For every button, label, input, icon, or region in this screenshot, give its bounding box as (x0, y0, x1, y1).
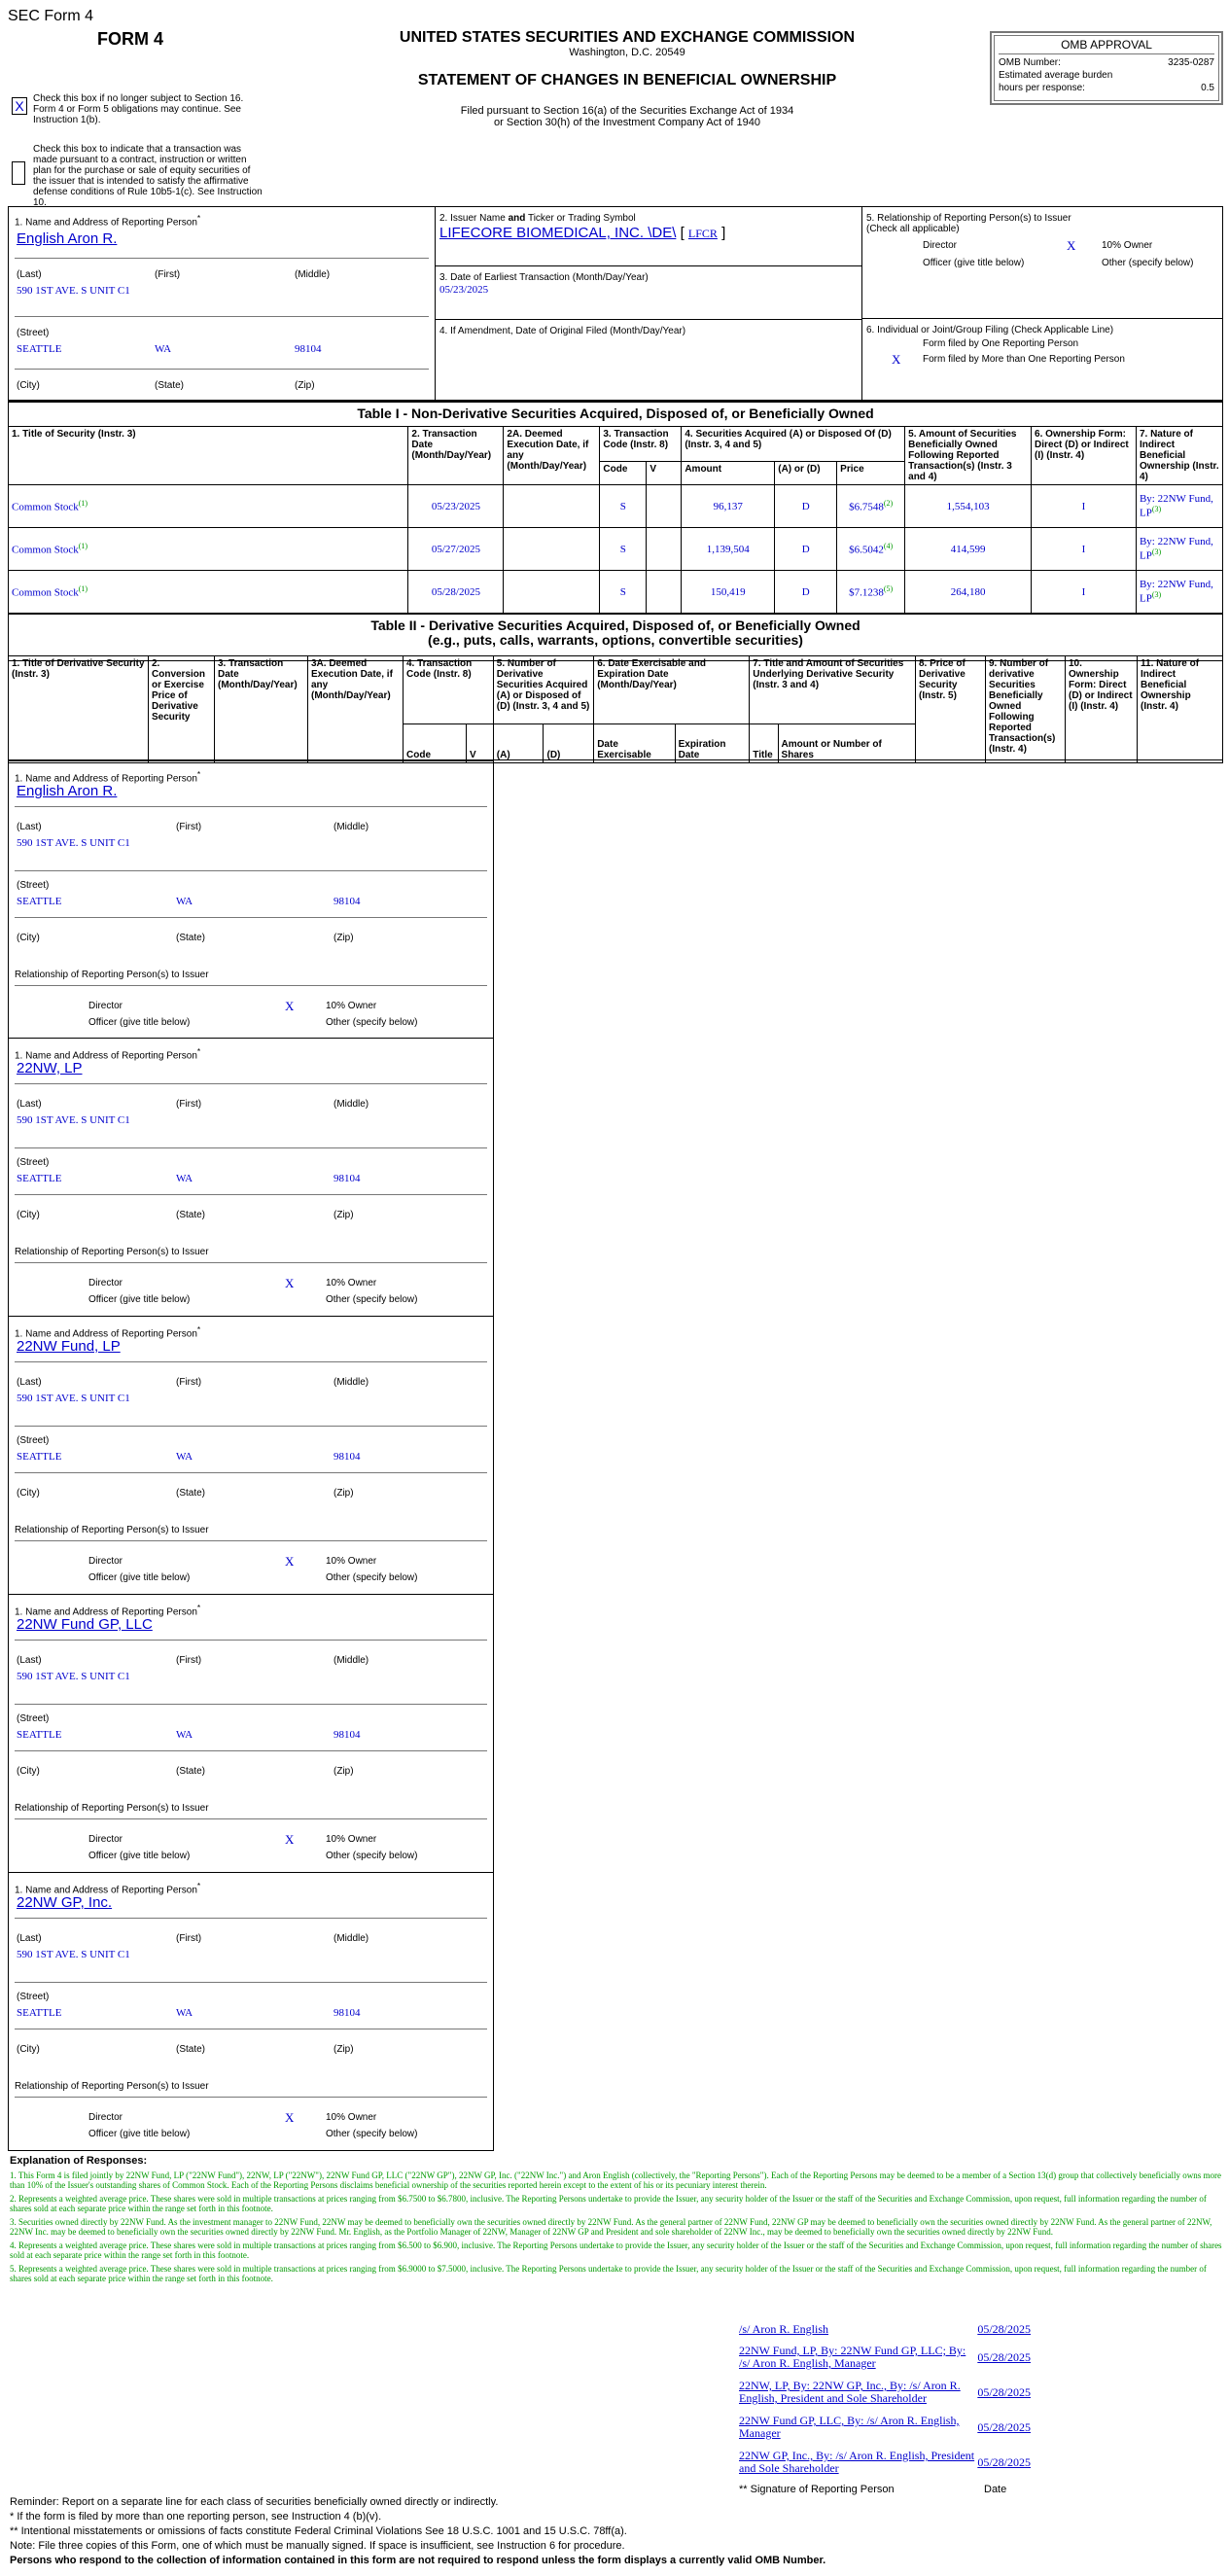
box5-sub: (Check all applicable) (866, 224, 960, 234)
rp-street: 590 1ST AVE. S UNIT C1 (17, 1949, 130, 1960)
rp-director: Director (88, 1556, 123, 1567)
table-row (9, 528, 1223, 571)
t1-h-title: 1. Title of Security (Instr. 3) (9, 427, 408, 485)
explanation-section (10, 2155, 1225, 2283)
t1-h-price: Price (837, 462, 905, 485)
t1-h-amount: Amount (682, 462, 775, 485)
rp-star: * (196, 1046, 201, 1056)
explanation-title: Explanation of Responses: (10, 2155, 148, 2167)
rp-first-label: (First) (176, 1099, 202, 1110)
box5-other: Other (specify below) (1102, 258, 1194, 268)
rp-city-label: (City) (17, 1488, 40, 1499)
signature-row (739, 2445, 1031, 2480)
rp-director: Director (88, 1278, 123, 1288)
signature-label: ** Signature of Reporting Person (739, 2484, 895, 2495)
t1-r2-deemed (504, 571, 600, 614)
t2-h-form: 10. Ownership Form: Direct (D) or Indirect (I) (Instr. 4) (1066, 656, 1138, 763)
rp-state: WA (176, 2007, 193, 2019)
rp-star: * (196, 1603, 201, 1612)
rp-owner-mark[interactable]: X (285, 2110, 295, 2125)
t1-h-deemed: 2A. Deemed Execution Date, if any (Month/Day/Year) (504, 427, 600, 485)
rp-street-label: (Street) (17, 1992, 50, 2002)
box6-filing (861, 318, 1223, 401)
box1-last-label: (Last) (17, 269, 42, 280)
rp-zip-label: (Zip) (334, 2044, 354, 2055)
box1-street-label: (Street) (17, 328, 50, 338)
rp-owner-mark[interactable]: X (285, 999, 295, 1013)
box6-more: Form filed by More than One Reporting Person (923, 354, 1125, 365)
t2-h-price: 8. Price of Derivative Security (Instr. 5) (916, 656, 986, 763)
omb-burden-label: Estimated average burden (999, 70, 1113, 81)
t2-h-date-ex: Date Exercisable (594, 724, 675, 763)
rp-state: WA (176, 1173, 193, 1184)
t1-r0-ad: D (775, 485, 837, 528)
rp-middle-label: (Middle) (334, 1099, 369, 1110)
rp-street: 590 1ST AVE. S UNIT C1 (17, 1393, 130, 1404)
rp-owner-mark[interactable]: X (285, 1554, 295, 1569)
rp-star: * (196, 769, 201, 779)
rp-relationship-label: Relationship of Reporting Person(s) to Issuer (15, 2081, 209, 2092)
rp-label: 1. Name and Address of Reporting Person (15, 773, 197, 785)
rp-street-label: (Street) (17, 1713, 50, 1724)
t2-h-underlying-amount: Amount or Number of Shares (778, 724, 915, 763)
rp-officer: Officer (give title below) (88, 2129, 191, 2139)
rp-zip: 98104 (334, 896, 361, 907)
rp-state: WA (176, 1451, 193, 1463)
rp-middle-label: (Middle) (334, 1655, 369, 1666)
t1-r0-nature-fn: (3) (1151, 505, 1162, 514)
rp-relationship-label: Relationship of Reporting Person(s) to Issuer (15, 970, 209, 980)
t1-h-owned: 5. Amount of Securities Beneficially Owned Following Reported Transaction(s) (Instr. 3 and 4) (905, 427, 1032, 485)
omb-number-label: OMB Number: (999, 57, 1061, 68)
t1-r2-form: I (1032, 571, 1137, 614)
t1-r0-title-fn: (1) (78, 499, 88, 509)
t2-h-nature: 11. Nature of Indirect Beneficial Ownership (Instr. 4) (1138, 656, 1223, 763)
t2-h-underlying: 7. Title and Amount of Securities Underlying Derivative Security (Instr. 3 and 4) (750, 656, 916, 724)
table1 (8, 426, 1223, 614)
rp-director: Director (88, 1001, 123, 1011)
box2-issuer (435, 206, 862, 266)
rp-other: Other (specify below) (326, 1294, 418, 1305)
footnote-4: 4. Represents a weighted average price. These shares were sold in multiple transactions at prices ranging from $6.500 to $6.900, inclusive. The Reporting Persons undertake to provide the Issuer, any security holder of the Issuer or the staff of the Securities and Exchange Commission, upon request, full information regarding the number of shares sold at each separate price within the range set forth in this footnote. (10, 2241, 1222, 2260)
rp-director: Director (88, 2112, 123, 2123)
box1-state: WA (155, 343, 172, 355)
rp-street: 590 1ST AVE. S UNIT C1 (17, 1671, 130, 1682)
rp-relationship-label: Relationship of Reporting Person(s) to Issuer (15, 1803, 209, 1814)
rp-first-label: (First) (176, 1655, 202, 1666)
rp-relationship-label: Relationship of Reporting Person(s) to Issuer (15, 1247, 209, 1257)
box6-label: 6. Individual or Joint/Group Filing (Check Applicable Line) (866, 325, 1114, 335)
rp-relationship-label: Relationship of Reporting Person(s) to Issuer (15, 1525, 209, 1535)
t1-r2-title-fn: (1) (78, 584, 88, 594)
signature-date-0: 05/28/2025 (977, 2321, 1031, 2336)
box5-director: Director (923, 240, 958, 251)
rp-zip-label: (Zip) (334, 1488, 354, 1499)
rp-owner: 10% Owner (326, 1001, 377, 1011)
rp-other: Other (specify below) (326, 1017, 418, 1028)
t2-h-owned: 9. Number of derivative Securities Beneficially Owned Following Reported Transaction(s) (Instr. 4) (986, 656, 1066, 763)
omb-number: 3235-0287 (1168, 57, 1214, 68)
rp-last-label: (Last) (17, 1099, 42, 1110)
section16-checkbox[interactable]: X (12, 97, 27, 115)
signatures (739, 2318, 1031, 2495)
t1-r1-owned: 414,599 (905, 528, 1032, 571)
t1-h-nature: 7. Nature of Indirect Beneficial Ownership (Instr. 4) (1136, 427, 1222, 485)
t1-h-code-code: Code (600, 462, 647, 485)
rp-state-label: (State) (176, 933, 206, 943)
t1-r2-v (647, 571, 682, 614)
signature-date-label: Date (984, 2484, 1007, 2495)
footnote-3: 3. Securities owned directly by 22NW Fund. As the investment manager to 22NW Fund, 22NW may be deemed to beneficially own the securities owned directly by 22NW Fund. As the general partner of 22NW Fund, 22NW GP may be deemed to beneficially own the securities owned directly by 22NW Fund. As the general partner of 22NW, 22NW Inc. may be deemed to beneficially own the securities owned directly by 22NW Fund. Mr. English, as the Portfolio Manager of 22NW, Manager of 22NW GP and President and sole shareholder of 22NW Inc., may be deemed to beneficially own the securities owned directly by 22NW Fund. (10, 2217, 1212, 2237)
rp-city-label: (City) (17, 2044, 40, 2055)
box4-label: 4. If Amendment, Date of Original Filed (Month/Day/Year) (439, 326, 686, 336)
rp-street: 590 1ST AVE. S UNIT C1 (17, 1114, 130, 1126)
t1-r1-form: I (1032, 528, 1137, 571)
rp-officer: Officer (give title below) (88, 1017, 191, 1028)
t1-r2-owned: 264,180 (905, 571, 1032, 614)
agency-city: Washington, D.C. 20549 (569, 47, 685, 58)
rp-zip: 98104 (334, 2007, 361, 2019)
rp-label: 1. Name and Address of Reporting Person (15, 1328, 197, 1340)
signature-date-3: 05/28/2025 (977, 2419, 1031, 2434)
rp-label: 1. Name and Address of Reporting Person (15, 1885, 197, 1896)
table-row (9, 571, 1223, 614)
omb-approval-box (990, 31, 1223, 105)
t1-r0-price: $6.7548 (849, 501, 884, 513)
rp-other: Other (specify below) (326, 1851, 418, 1861)
t1-r0-v (647, 485, 682, 528)
t1-r0-price-fn: (2) (883, 499, 894, 509)
rp-zip-label: (Zip) (334, 1766, 354, 1777)
box1-zip: 98104 (295, 343, 322, 355)
box5-officer: Officer (give title below) (923, 258, 1025, 268)
box2-label-b: Ticker or Trading Symbol (525, 213, 636, 224)
rp-street-label: (Street) (17, 1435, 50, 1446)
signature-3: 22NW Fund GP, LLC, By: /s/ Aron R. English, Manager (739, 2414, 960, 2440)
t1-r2-date: 05/28/2025 (408, 571, 504, 614)
issuer-name-link[interactable]: LIFECORE BIOMEDICAL, INC. \DE\ (439, 225, 677, 241)
t1-h-code-v: V (647, 462, 682, 485)
box2-label-and: and (508, 213, 526, 224)
rp-last-label: (Last) (17, 1655, 42, 1666)
box1-middle-label: (Middle) (295, 269, 331, 280)
rp-owner: 10% Owner (326, 2112, 377, 2123)
box1-zip-label: (Zip) (295, 380, 315, 391)
t1-r1-deemed (504, 528, 600, 571)
t1-r1-date: 05/27/2025 (408, 528, 504, 571)
t1-r1-title: Common Stock (12, 544, 79, 556)
t1-r0-deemed (504, 485, 600, 528)
rule10b5-checkbox[interactable] (12, 161, 25, 185)
footnote-5: 5. Represents a weighted average price. These shares were sold in multiple transactions at prices ranging from $6.9000 to $7.5000, inclusive. The Reporting Persons undertake to provide the Issuer, any security holder of the Issuer or the staff of the Securities and Exchange Commission, upon request, full information regarding the number of shares sold at each separate price within the range set forth in this footnote. (10, 2264, 1207, 2283)
t1-r0-code: S (600, 485, 647, 528)
box1-reporting-person (8, 206, 436, 401)
box5-owner-mark[interactable]: X (1067, 238, 1076, 253)
rp-state-label: (State) (176, 1488, 206, 1499)
table1-caption: Table I - Non-Derivative Securities Acquired, Disposed of, or Beneficially Owned (357, 406, 874, 421)
t1-r2-ad: D (775, 571, 837, 614)
t1-r0-amount: 96,137 (682, 485, 775, 528)
rp-city: SEATTLE (17, 1173, 62, 1184)
t1-r0-nature: By: 22NW Fund, LP (1139, 493, 1213, 519)
box1-star: * (196, 213, 201, 223)
t2-h-exercisable: 6. Date Exercisable and Expiration Date (Month/Day/Year) (594, 656, 750, 724)
t1-r1-price-fn: (4) (883, 542, 894, 551)
box5-label: 5. Relationship of Reporting Person(s) to Issuer (866, 213, 1071, 224)
doc-title: SEC Form 4 (8, 8, 94, 24)
box1-first-label: (First) (155, 269, 181, 280)
rule10b5-text: Check this box to indicate that a transaction was made pursuant to a contract, instruction or written plan for the purchase or sale of equity securities of the issuer that is intended to satisfy the affirmative defense conditions of Rule 10b5-1(c). See Instruction 10. (33, 144, 263, 208)
rp-city: SEATTLE (17, 896, 62, 907)
t1-r2-nature-fn: (3) (1151, 590, 1162, 600)
t1-r1-nature: By: 22NW Fund, LP (1139, 536, 1213, 562)
t1-r2-amount: 150,419 (682, 571, 775, 614)
omb-hours-label: hours per response: (999, 83, 1085, 93)
rp-owner-mark[interactable]: X (285, 1832, 295, 1847)
t1-h-acquired: 4. Securities Acquired (A) or Disposed Of (D) (Instr. 3, 4 and 5) (682, 427, 905, 462)
rp-first-label: (First) (176, 1377, 202, 1388)
t1-r1-price: $6.5042 (849, 544, 884, 556)
rp-name-link[interactable]: 22NW GP, Inc. (17, 1894, 113, 1911)
table2-caption-2: (e.g., puts, calls, warrants, options, convertible securities) (428, 632, 803, 648)
rp-zip: 98104 (334, 1729, 361, 1741)
t1-r1-amount: 1,139,504 (682, 528, 775, 571)
ticker-bracket-open: [ (680, 225, 685, 241)
box1-label: 1. Name and Address of Reporting Person (15, 217, 197, 229)
footer-omb-notice: Persons who respond to the collection of information contained in this form are not required to respond unless the form displays a currently valid OMB Number. (10, 2555, 826, 2566)
box3-label: 3. Date of Earliest Transaction (Month/Day/Year) (439, 272, 649, 283)
ticker-bracket-close: ] (721, 225, 726, 241)
box1-city-label: (City) (17, 380, 40, 391)
t2-h-code-v: V (466, 724, 493, 763)
reporting-person-box (8, 1317, 494, 1595)
signature-row (739, 2375, 1031, 2410)
t1-r2-price: $7.1238 (849, 586, 884, 599)
rp-city-label: (City) (17, 1766, 40, 1777)
rp-label: 1. Name and Address of Reporting Person (15, 1050, 197, 1062)
box3-value: 05/23/2025 (439, 284, 489, 296)
rp-last-label: (Last) (17, 822, 42, 832)
rp-middle-label: (Middle) (334, 822, 369, 832)
signature-row (739, 2318, 1031, 2340)
t2-h-underlying-title: Title (750, 724, 778, 763)
table-row (9, 485, 1223, 528)
t1-h-date: 2. Transaction Date (Month/Day/Year) (408, 427, 504, 485)
rp-star: * (196, 1881, 201, 1890)
footer-note-2: ** Intentional misstatements or omissions of facts constitute Federal Criminal Violations See 18 U.S.C. 1001 and 15 U.S.C. 78ff(a). (10, 2525, 627, 2537)
t1-r2-title: Common Stock (12, 586, 79, 599)
footer (10, 2495, 1215, 2568)
rp-other: Other (specify below) (326, 1572, 418, 1583)
footer-note-1: * If the form is filed by more than one reporting person, see Instruction 4 (b)(v). (10, 2511, 382, 2523)
rp-officer: Officer (give title below) (88, 1294, 191, 1305)
t2-h-code-code: Code (404, 724, 467, 763)
signature-1: 22NW Fund, LP, By: 22NW Fund GP, LLC; By: /s/ Aron R. English, Manager (739, 2344, 966, 2370)
t2-h-a: (A) (493, 724, 544, 763)
signature-date-2: 05/28/2025 (977, 2384, 1031, 2399)
form-label: FORM 4 (97, 29, 164, 49)
rp-city: SEATTLE (17, 2007, 62, 2019)
signature-0: /s/ Aron R. English (739, 2321, 829, 2336)
rp-name-link[interactable]: 22NW, LP (17, 1060, 83, 1076)
t2-h-conversion: 2. Conversion or Exercise Price of Derivative Security (149, 656, 215, 763)
signature-2: 22NW, LP, By: 22NW GP, Inc., By: /s/ Aron R. English, President and Sole Shareholder (739, 2379, 961, 2405)
footer-reminder: Reminder: Report on a separate line for each class of securities beneficially owned directly or indirectly. (10, 2496, 499, 2508)
t2-h-title: 1. Title of Derivative Security (Instr. 3) (9, 656, 149, 763)
t2-h-code: 4. Transaction Code (Instr. 8) (404, 656, 494, 724)
box3-earliest-date (435, 265, 862, 320)
rp-city: SEATTLE (17, 1451, 62, 1463)
t1-r1-title-fn: (1) (78, 542, 88, 551)
signature-date-1: 05/28/2025 (977, 2349, 1031, 2364)
t2-h-date-exp: Expiration Date (675, 724, 750, 763)
rp-star: * (196, 1324, 201, 1334)
t2-h-d: (D) (544, 724, 594, 763)
t1-h-code: 3. Transaction Code (Instr. 8) (600, 427, 682, 462)
rp-other: Other (specify below) (326, 2129, 418, 2139)
t1-h-form: 6. Ownership Form: Direct (D) or Indirect (I) (Instr. 4) (1032, 427, 1137, 485)
reporting-person-box (8, 1039, 494, 1317)
t1-r2-nature: By: 22NW Fund, LP (1139, 579, 1213, 605)
rp-state-label: (State) (176, 1766, 206, 1777)
box6-more-mark[interactable]: X (892, 352, 901, 367)
rp-street-label: (Street) (17, 880, 50, 891)
rp-owner: 10% Owner (326, 1278, 377, 1288)
rp-city: SEATTLE (17, 1729, 62, 1741)
reporting-person-box (8, 1873, 494, 2151)
omb-title: OMB APPROVAL (999, 38, 1214, 54)
box5-relationship (861, 206, 1223, 319)
rp-state: WA (176, 896, 193, 907)
t2-h-date: 3. Transaction Date (Month/Day/Year) (215, 656, 308, 763)
t2-h-number: 5. Number of Derivative Securities Acquired (A) or Disposed of (D) (Instr. 3, 4 and 5) (493, 656, 593, 724)
footer-note-3: Note: File three copies of this Form, one of which must be manually signed. If space is insufficient, see Instruction 6 for procedure. (10, 2540, 625, 2552)
rp-zip: 98104 (334, 1173, 361, 1184)
t2-h-deemed: 3A. Deemed Execution Date, if any (Month/Day/Year) (308, 656, 404, 763)
rp-city-label: (City) (17, 933, 40, 943)
t1-r0-title: Common Stock (12, 501, 79, 513)
box2-label-a: 2. Issuer Name (439, 213, 509, 224)
box1-city: SEATTLE (17, 343, 62, 355)
footnote-2: 2. Represents a weighted average price. These shares were sold in multiple transactions at prices ranging from $6.7500 to $6.7800, inclusive. The Reporting Persons undertake to provide the Issuer, any security holder of the Issuer or the staff of the Securities and Exchange Commission, upon request, full information regarding the number of shares sold at each separate price within the range set forth in this footnote. (10, 2194, 1207, 2213)
t1-r2-code: S (600, 571, 647, 614)
t1-r1-v (647, 528, 682, 571)
signature-4: 22NW GP, Inc., By: /s/ Aron R. English, President and Sole Shareholder (739, 2449, 975, 2475)
rp-state-label: (State) (176, 1210, 206, 1220)
rp-owner: 10% Owner (326, 1834, 377, 1845)
box4-amendment (435, 319, 862, 401)
rp-first-label: (First) (176, 822, 202, 832)
statement-title: STATEMENT OF CHANGES IN BENEFICIAL OWNERSHIP (417, 72, 837, 88)
rp-zip-label: (Zip) (334, 1210, 354, 1220)
table2-section (8, 613, 1223, 760)
rp-first-label: (First) (176, 1933, 202, 1944)
rp-name-link[interactable]: English Aron R. (17, 783, 118, 799)
rp-state-label: (State) (176, 2044, 206, 2055)
filed-pursuant-1: Filed pursuant to Section 16(a) of the Securities Exchange Act of 1934 (460, 105, 794, 117)
t1-r0-form: I (1032, 485, 1137, 528)
rp-name-link[interactable]: 22NW Fund GP, LLC (17, 1616, 153, 1633)
t1-r1-nature-fn: (3) (1151, 547, 1162, 557)
t1-r0-owned: 1,554,103 (905, 485, 1032, 528)
t1-r0-date: 05/23/2025 (408, 485, 504, 528)
box1-person-name[interactable]: English Aron R. (17, 230, 118, 247)
rp-label: 1. Name and Address of Reporting Person (15, 1606, 197, 1618)
rp-officer: Officer (give title below) (88, 1572, 191, 1583)
section16-text: Check this box if no longer subject to Section 16. Form 4 or Form 5 obligations may continue. See Instruction 1(b). (33, 93, 244, 125)
rp-name-link[interactable]: 22NW Fund, LP (17, 1338, 121, 1355)
rp-state: WA (176, 1729, 193, 1741)
t1-h-ad: (A) or (D) (775, 462, 837, 485)
table2 (8, 655, 1223, 763)
box1-street-value: 590 1ST AVE. S UNIT C1 (17, 285, 130, 297)
rp-zip: 98104 (334, 1451, 361, 1463)
agency-name: UNITED STATES SECURITIES AND EXCHANGE COMMISSION (399, 29, 856, 46)
rp-street-label: (Street) (17, 1157, 50, 1168)
rp-city-label: (City) (17, 1210, 40, 1220)
signature-row (739, 2340, 1031, 2375)
t1-r1-code: S (600, 528, 647, 571)
box5-owner: 10% Owner (1102, 240, 1153, 251)
ticker-link[interactable]: LFCR (687, 227, 718, 240)
rp-zip-label: (Zip) (334, 933, 354, 943)
box1-state-label: (State) (155, 380, 185, 391)
signature-row (739, 2410, 1031, 2445)
rp-middle-label: (Middle) (334, 1933, 369, 1944)
signature-date-4: 05/28/2025 (977, 2454, 1031, 2469)
rp-owner-mark[interactable]: X (285, 1276, 295, 1290)
box6-one: Form filed by One Reporting Person (923, 338, 1079, 349)
rp-owner: 10% Owner (326, 1556, 377, 1567)
table2-caption-1: Table II - Derivative Securities Acquired, Disposed of, or Beneficially Owned (370, 618, 860, 633)
rp-officer: Officer (give title below) (88, 1851, 191, 1861)
reporting-person-box (8, 1595, 494, 1873)
rp-street: 590 1ST AVE. S UNIT C1 (17, 837, 130, 849)
rp-last-label: (Last) (17, 1377, 42, 1388)
t1-r2-price-fn: (5) (883, 584, 894, 594)
rp-last-label: (Last) (17, 1933, 42, 1944)
omb-hours: 0.5 (1201, 83, 1214, 93)
filed-pursuant-2: or Section 30(h) of the Investment Company Act of 1940 (494, 117, 760, 128)
reporting-person-box (8, 760, 494, 1039)
footnote-1: 1. This Form 4 is filed jointly by 22NW Fund, LP ("22NW Fund"), 22NW, LP ("22NW"), 22NW Fund GP, LLC ("22NW GP"), 22NW GP, Inc. ("22NW Inc.") and Aron English (collectively, the "Reporting Persons"). Each of the Reporting Persons may be deemed to be a member of a Section 13(d) group that collectively beneficially owns more than 10% of the Issuer's outstanding shares of Common Stock. Each of the Reporting Persons disclaims beneficial ownership of the securities reported herein except to the extent of his or its pecuniary interest therein. (10, 2170, 1222, 2190)
rp-director: Director (88, 1834, 123, 1845)
t1-r1-ad: D (775, 528, 837, 571)
rp-middle-label: (Middle) (334, 1377, 369, 1388)
